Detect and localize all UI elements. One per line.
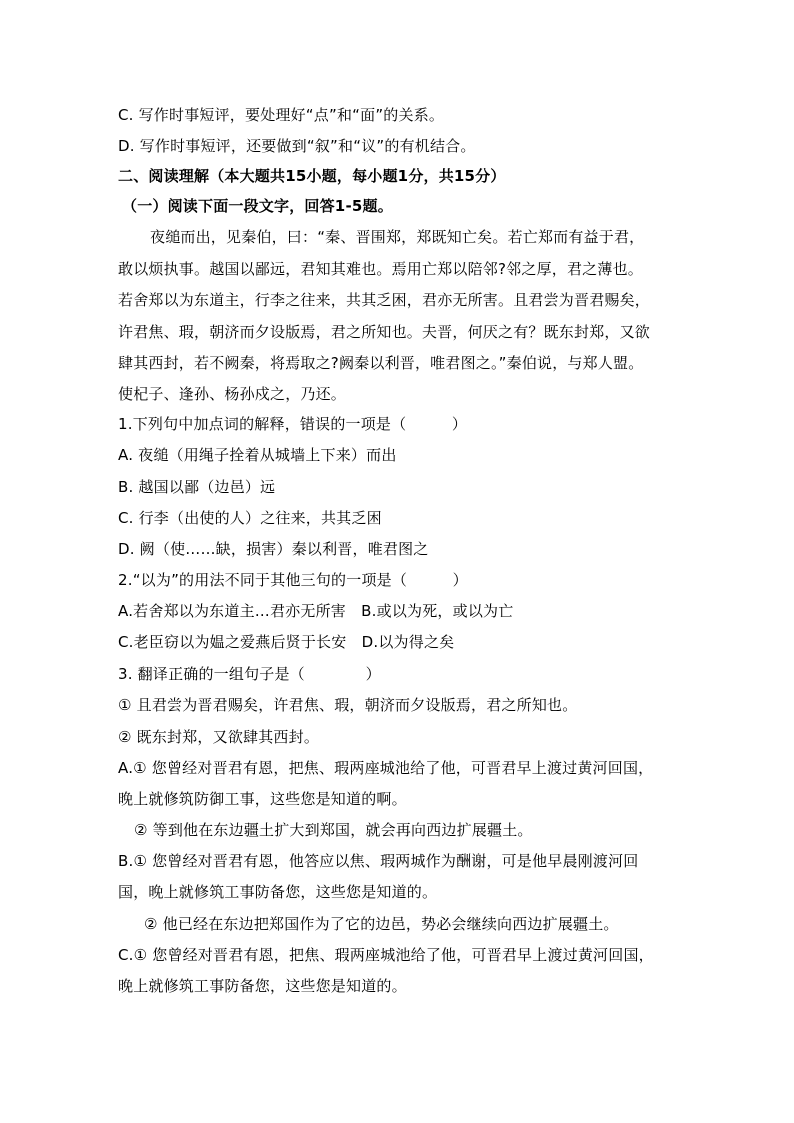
passage-line: 夜缒而出，见秦伯，曰：“秦、晋围郑，郑既知亡矣。若亡郑而有益于君， <box>150 228 645 246</box>
question-3-option-b-line: 国，晚上就修筑工事防备您，这些您是知道的。 <box>118 883 438 901</box>
question-2-options-ab: A.若舍郑以为东道主…君亦无所害 B.或以为死，或以为亡 <box>118 602 514 620</box>
passage-line: 若舍郑以为东道主，行李之往来，共其乏困，君亦无所害。且君尝为晋君赐矣， <box>118 291 651 309</box>
section-heading: 二、阅读理解（本大题共15小题，每小题1分，共15分） <box>118 167 506 185</box>
question-3-option-c-line: C.① 您曾经对晋君有恩，把焦、瑕两座城池给了他，可晋君早上渡过黄河回国， <box>118 946 654 964</box>
question-1-option-b: B. 越国以鄙（边邑）远 <box>118 478 276 496</box>
question-1-stem: 1.下列句中加点词的解释，错误的一项是（ ） <box>118 415 468 433</box>
question-2-stem: 2.“以为”的用法不同于其他三句的一项是（ ） <box>118 571 468 589</box>
passage-line: 肆其西封，若不阙秦，将焉取之?阙秦以利晋，唯君图之。”秦伯说，与郑人盟。 <box>118 354 644 372</box>
option-d-prev: D. 写作时事短评，还要做到“叙”和“议”的有机结合。 <box>118 137 476 155</box>
question-3-option-a-line: A.① 您曾经对晋君有恩，把焦、瑕两座城池给了他，可晋君早上渡过黄河回国， <box>118 759 654 777</box>
question-3-option-c-line: 晚上就修筑工事防备您，这些您是知道的。 <box>118 977 407 995</box>
passage-line: 使杞子、逢孙、杨孙戍之，乃还。 <box>118 385 347 403</box>
part-heading: （一）阅读下面一段文字，回答1-5题。 <box>122 197 393 215</box>
passage-line: 敢以烦执事。越国以鄙远，君知其难也。焉用亡郑以陪邻?邻之厚，君之薄也。 <box>118 260 643 278</box>
question-1-option-a: A. 夜缒（用绳子拴着从城墙上下来）而出 <box>118 446 397 464</box>
question-3-sentence-2: ② 既东封郑，又欲肆其西封。 <box>118 728 320 746</box>
question-3-option-a-line: 晚上就修筑防御工事，这些您是知道的啊。 <box>118 790 407 808</box>
question-3-option-a-line: ② 等到他在东边疆土扩大到郑国，就会再向西边扩展疆土。 <box>134 821 533 839</box>
question-1-option-c: C. 行李（出使的人）之往来，共其乏困 <box>118 509 382 527</box>
passage-line: 许君焦、瑕，朝济而夕设版焉，君之所知也。夫晋，何厌之有？既东封郑，又欲 <box>118 323 651 341</box>
question-3-sentence-1: ① 且君尝为晋君赐矣，许君焦、瑕，朝济而夕设版焉，君之所知也。 <box>118 696 578 714</box>
question-1-option-d: D. 阙（使……缺，损害）秦以利晋，唯君图之 <box>118 540 429 558</box>
question-3-option-b-line: ② 他已经在东边把郑国作为了它的边邑，势必会继续向西边扩展疆土。 <box>144 915 619 933</box>
question-3-stem: 3. 翻译正确的一组句子是（ ） <box>118 665 381 683</box>
option-c-prev: C. 写作时事短评，要处理好“点”和“面”的关系。 <box>118 106 445 124</box>
question-3-option-b-line: B.① 您曾经对晋君有恩，他答应以焦、瑕两城作为酬谢，可是他早晨刚渡河回 <box>118 852 639 870</box>
question-2-options-cd: C.老臣窃以为媪之爱燕后贤于长安 D.以为得之矣 <box>118 633 455 651</box>
